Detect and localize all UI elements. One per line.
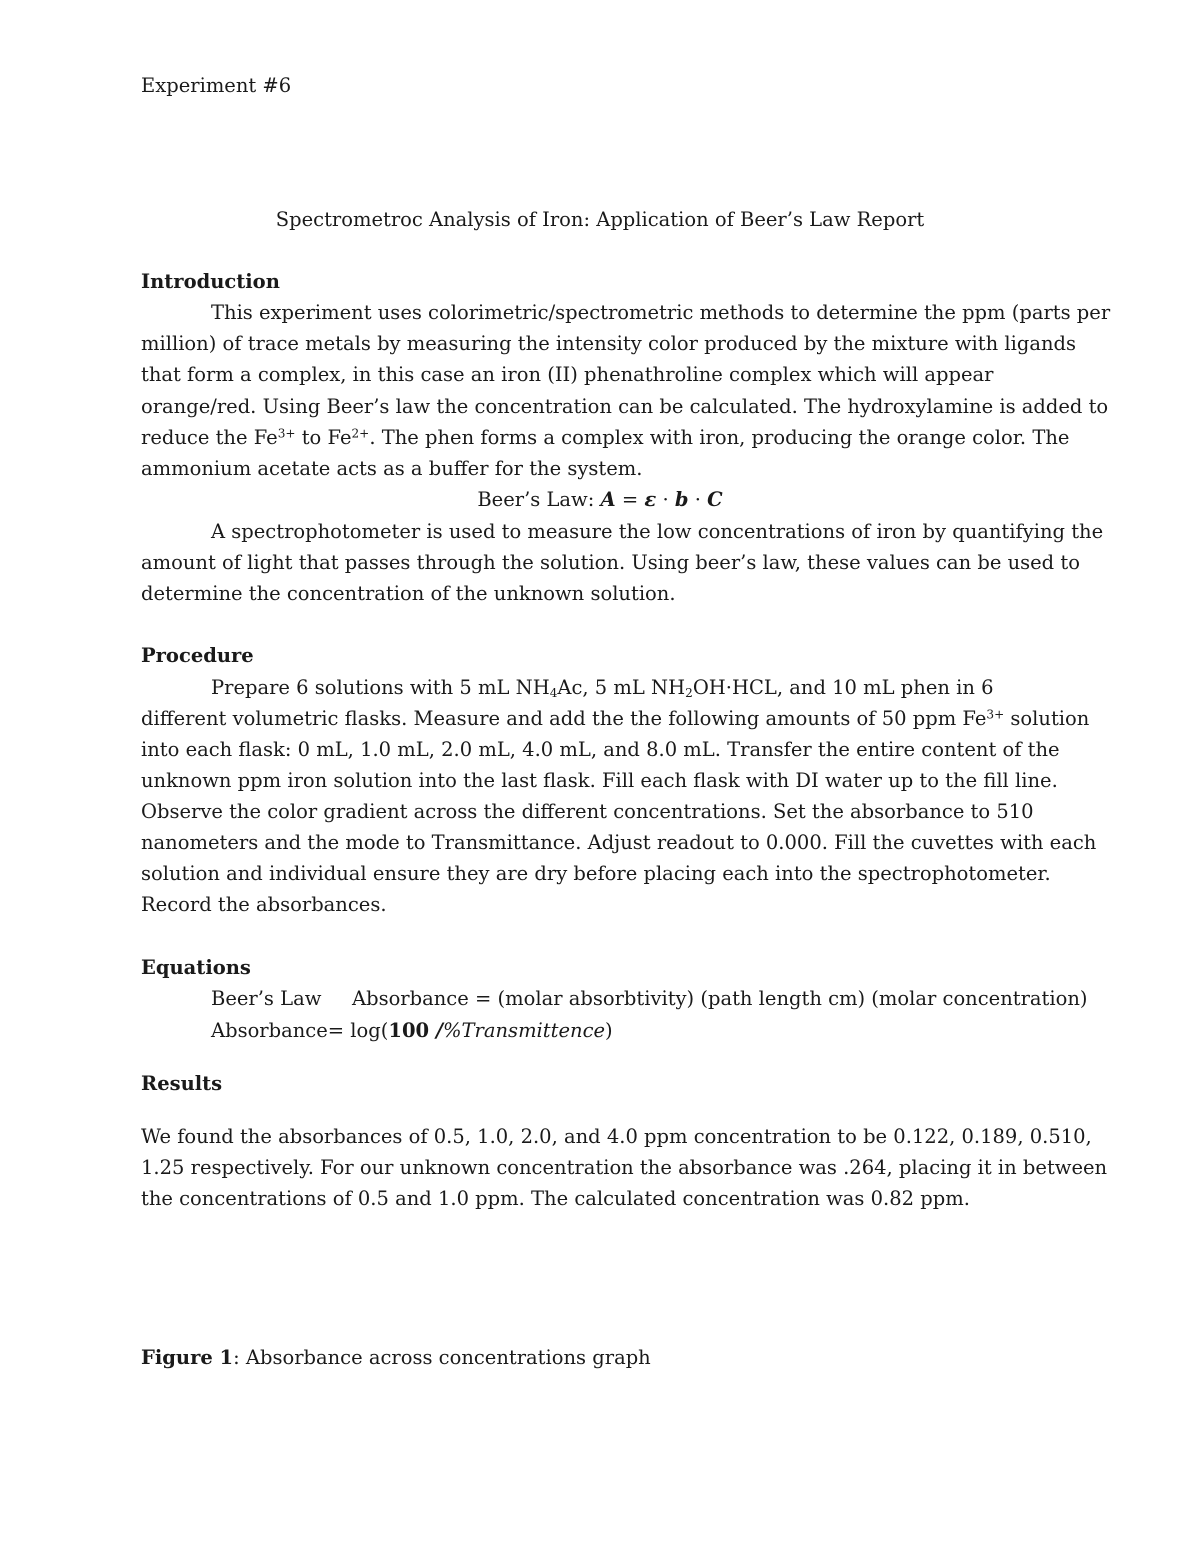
results-line: We found the absorbances of 0.5, 1.0, 2.0, and 4.0 ppm concentration to be 0.122, 0.189, 0.510, bbox=[141, 1125, 1092, 1148]
procedure-line: Observe the color gradient across the different concentrations. Set the absorbance to 510 bbox=[141, 800, 1034, 823]
procedure-line: solution and individual ensure they are dry before placing each into the spectrophotometer. bbox=[141, 862, 1051, 885]
intro-line: determine the concentration of the unknown solution. bbox=[141, 582, 676, 605]
equation-1-label: Beer’s Law bbox=[211, 987, 322, 1010]
equation-1-text: Absorbance = (molar absorbtivity) (path length cm) (molar concentration) bbox=[352, 987, 1088, 1010]
procedure-line: Prepare 6 solutions with 5 mL $NH_4Ac$, 5 mL $NH_2OH\cdot HCL$, and 10 mL phen in 6 bbox=[211, 676, 994, 701]
equations-heading: Equations bbox=[141, 956, 251, 979]
figure-caption: Figure 1: Absorbance across concentrations graph bbox=[141, 1346, 651, 1369]
intro-line: A spectrophotometer is used to measure the low concentrations of iron by quantifying the bbox=[211, 520, 1104, 543]
procedure-line: nanometers and the mode to Transmittance. Adjust readout to 0.000. Fill the cuvettes with each bbox=[141, 831, 1097, 854]
page-header: Experiment #6 bbox=[141, 74, 292, 97]
beers-law-formula: Beer’s Law: A = ε · b · C bbox=[477, 488, 723, 511]
procedure-heading: Procedure bbox=[141, 644, 254, 667]
procedure-line: Record the absorbances. bbox=[141, 893, 387, 916]
procedure-line: unknown ppm iron solution into the last flask. Fill each flask with DI water up to the fill line. bbox=[141, 769, 1058, 792]
report-title: Spectrometroc Analysis of Iron: Application of Beer’s Law Report bbox=[275, 208, 925, 231]
results-heading: Results bbox=[141, 1072, 223, 1095]
intro-line: million) of trace metals by measuring the intensity color produced by the mixture with ligands bbox=[141, 332, 1077, 355]
intro-line: ammonium acetate acts as a buffer for the system. bbox=[141, 457, 643, 480]
introduction-heading: Introduction bbox=[141, 270, 280, 293]
figure-label: Figure 1 bbox=[141, 1346, 234, 1369]
intro-line: reduce the $Fe^{3+}$ to $Fe^{2+}$. The phen forms a complex with iron, producing the orange color. The bbox=[141, 426, 1070, 449]
procedure-line: different volumetric flasks. Measure and add the the following amounts of 50 ppm $Fe^{3+}$ solution bbox=[141, 707, 1090, 730]
intro-line: This experiment uses colorimetric/spectrometric methods to determine the ppm (parts per bbox=[211, 301, 1111, 324]
intro-line: that form a complex, in this case an iron (II) phenathroline complex which will appear bbox=[141, 363, 994, 386]
equation-2: Absorbance= log(100 /%Transmittence) bbox=[211, 1019, 613, 1042]
intro-line: amount of light that passes through the solution. Using beer’s law, these values can be used to bbox=[141, 551, 1080, 574]
results-line: 1.25 respectively. For our unknown concentration the absorbance was .264, placing it in between bbox=[141, 1156, 1108, 1179]
intro-line: orange/red. Using Beer’s law the concentration can be calculated. The hydroxylamine is added to bbox=[141, 395, 1109, 418]
results-line: the concentrations of 0.5 and 1.0 ppm. The calculated concentration was 0.82 ppm. bbox=[141, 1187, 970, 1210]
procedure-line: into each flask: 0 mL, 1.0 mL, 2.0 mL, 4.0 mL, and 8.0 mL. Transfer the entire content of the bbox=[141, 738, 1060, 761]
